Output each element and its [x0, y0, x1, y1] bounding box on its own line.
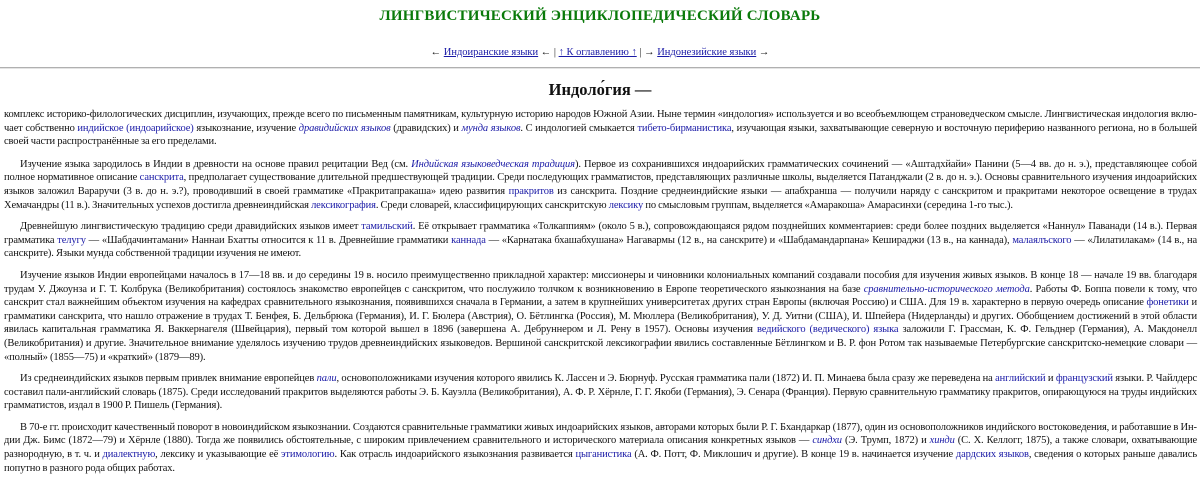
paragraph-text: комплекс историко-филологических дисциплин, изучающих, прежде всего по письменным памятникам, культурную историю народов Южной Азии. Ныне термин «индология» используется и во всеобъемлющем страноведческом смысле. Лингвистическая индология включает собственно: [4, 109, 1197, 134]
term-link[interactable]: пракритов: [508, 185, 554, 197]
term-link[interactable]: малаялъского: [1012, 234, 1072, 246]
paragraph-text: по смысловым группам, выделяется «Амаракоша» Амарасинхи (середина 1-го тыс.).: [643, 199, 1013, 211]
paragraph-text: Из среднеиндийских языков первым привлек внимание европейцев: [20, 373, 317, 385]
term-link[interactable]: этимологию: [281, 449, 335, 461]
term-link[interactable]: индийское (индоарийское): [77, 122, 194, 134]
paragraph-text: и: [1045, 373, 1056, 385]
term-link[interactable]: тибето-бирманистика: [637, 122, 732, 134]
term-link[interactable]: хинди: [929, 435, 955, 447]
article-paragraph: [4, 158, 1197, 212]
term-link[interactable]: диалектную: [102, 449, 156, 461]
paragraph-text: ). Первое из сохранившихся индоарийских грамматических сочинений — «Аштадхйайи» Панини (5—4 вв. до н. э.), представляющее собой полное нормативное описание: [4, 158, 1197, 184]
paragraph-text: , предполагает существование длительной предшествующей традиции. Среди последующих грамматистов, представляющих различные школы, выделяется Патанджали (2 в. до н. э.). Основы сравнительного изучения индоарийских языков заложил Вараручи (3 в. до н. э.?), проводивший в своей грамматике «Пракритапракаша» идею развития: [4, 172, 1197, 197]
paragraph-text: Изучение языка зародилось в Индии в древности на основе правил рецитации Вед (см.: [20, 158, 412, 170]
article-paragraph: [4, 372, 1197, 413]
paragraph-text: языкознание, изучение: [193, 122, 299, 134]
article-paragraph: [4, 220, 1197, 261]
term-link[interactable]: французский: [1055, 373, 1113, 385]
term-link[interactable]: синдхи: [812, 435, 842, 447]
nav-separator: ← |: [538, 47, 559, 58]
term-link[interactable]: дравидийских языков: [298, 122, 391, 134]
navigation-bar: [0, 46, 1200, 60]
term-link[interactable]: каннада: [451, 234, 486, 246]
paragraph-text: . Работы Ф. Боппа повели к тому, что санскрит стал важнейшим объектом изучения на кафедрах сравнительного языкознания, появившихся сначала в Германии, а затем в крупнейших университетах других стран Европы (включая Россию) и США. Для 19 в. характерно в первую очередь описание: [4, 283, 1198, 309]
next-article-link[interactable]: Индонезийские языки: [657, 47, 757, 58]
table-of-contents-link[interactable]: ↑ К оглавлению ↑: [558, 47, 637, 58]
article-paragraph: [4, 108, 1197, 149]
term-link[interactable]: цыганистика: [575, 449, 632, 461]
paragraph-text: В 70-е гг. происходит качественный поворот в новоиндийском языкознании. Создаются сравнительные грамматики живых индоарийских языков, авторами которых были Р. Г. Бхандаркар (1877), один из основоположников индийского востоковедения, и работавшие в Индии Дж. Бимс (1872—79) и Хёрнле (1880). Тогда же появились обстоятельные, с широким привлечением сравнительного и исторического материала описания конкретных языков —: [4, 421, 1197, 447]
term-link[interactable]: тамильский: [361, 221, 413, 233]
paragraph-text: Древнейшую лингвистическую традицию среди дравидийских языков имеет: [20, 221, 362, 233]
header-divider: [0, 67, 1200, 69]
paragraph-text: . Её открывает грамматика «Толкаппиям» (около 5 в.), сопровождающаяся рядом позднейших комментариев: среди более поздних выделяется «Наннул» Паванади (14 в.). Первая грамматика: [4, 221, 1197, 246]
paragraph-text: , изучающая языки, захватывающие северную и восточную периферию названного региона, но в большей своей части распространённые за его пределами.: [4, 122, 1197, 148]
term-link[interactable]: сравнительно-исторического метода: [863, 283, 1030, 295]
term-link[interactable]: фонетики: [1146, 297, 1189, 309]
term-link[interactable]: Индийская языковедческая традиция: [411, 158, 575, 170]
paragraph-text: — «Лилатилакам» (14 в., на санскрите). Языки мунда собственной традиции изучения не имеют.: [4, 234, 1198, 260]
paragraph-text: . С индологией смыкается: [520, 122, 638, 134]
prev-article-link[interactable]: Индоиранские языки: [443, 47, 539, 58]
paragraph-text: (С. Х. Келлогг, 1875), а также словари, охватывающие разнородную, в т. ч. и: [4, 435, 1198, 461]
term-link[interactable]: мунда языков: [461, 122, 521, 134]
paragraph-text: , сведения о которых раньше давались попутно в разного рода общих работах.: [4, 449, 1197, 474]
article-body: [0, 108, 1200, 475]
term-link[interactable]: телугу: [57, 234, 86, 246]
paragraph-text: (А. Ф. Потт, Ф. Миклошич и другие). В конце 19 в. начинается изучение: [631, 449, 956, 461]
paragraph-text: , лексику и указывающие её: [155, 449, 281, 461]
term-link[interactable]: ведийского (ведического) языка: [756, 324, 899, 336]
term-link[interactable]: лексику: [608, 199, 644, 211]
paragraph-text: (дравидских) и: [390, 122, 462, 134]
term-link[interactable]: дардских языков: [955, 449, 1029, 461]
entry-title: Индоло́гия —: [548, 80, 652, 99]
paragraph-text: — «Шабдачинтамани» Наннаи Бхатты относится к 11 в. Древнейшие грамматики: [85, 234, 452, 246]
paragraph-text: заложили Г. Грассман, К. Ф. Гельднер (Германия), А. Макдонелл (Великобритания) и другие. Значительное внимание уделялось изучению трудов древнеиндийских языковедов. Вершиной санскритской лексикографии явились составленные Бётлингком и В. Р. фон Ротом так называемые Петербургские санскритско-немецкие словари — «полный» (1855—75) и «краткий» (1879—89).: [4, 324, 1197, 363]
article-paragraph: [4, 421, 1197, 475]
term-link[interactable]: лексикография: [311, 199, 376, 211]
paragraph-text: языки. Р. Чайлдерс составил пали-английский словарь (1875). Среди исследований пракритов выделяются работы Э. Б. Кауэлла (Великобритания), А. Ф. Р. Хёрнле, Г. Г. Якоби (Германия), Э. Сенара (Франция). Первую сравнительную грамматику пракритов, опирающуюся на труды индийских грамматистов, издал в 1900 Р. Пишель (Германия).: [4, 373, 1198, 412]
paragraph-text: из санскрита. Поздние среднеиндийские языки — апабхранша — получили наряду с санскритом и пракритами некоторое освещение в трудах Хемачандры (11 в.). Значительных успехов достигла древнеиндийская: [4, 185, 1197, 211]
site-title: ЛИНГВИСТИЧЕСКИЙ ЭНЦИКЛОПЕДИЧЕСКИЙ СЛОВАРЬ: [379, 8, 821, 24]
paragraph-text: (Э. Трумп, 1872) и: [841, 435, 930, 447]
paragraph-text: Изучение языков Индии европейцами началось в 17—18 вв. и до середины 19 в. носило преимущественно прикладной характер: миссионеры и чиновники колониальных компаний создавали пособия для изучения живых языков. В конце 18 — начале 19 вв. благодаря трудам У. Джоунза и Г. Т. Колбрука (Великобритания) состоялось знакомство европейцев с санскритом, что послужило толчком к возникновению в Европе теоретического языкознания на базе: [4, 269, 1197, 295]
nav-separator: | →: [636, 47, 658, 58]
paragraph-text: и грамматики санскрита, что нашло отражение в трудах Т. Бенфея, Б. Дельбрюка (Германия), И. Г. Бюлера (Австрия), О. Бётлингка (Россия), М. Мюллера (Великобритания), У. Д. Уитни (США), И. Шпейера (Нидерланды) и других. Обобщением достижений в этой области явилась капитальная грамматика Я. Ваккернагеля (Швейцария), первый том которой вышел в 1896 (завершена А. Дебруннером и Л. Рену в 1957). Основы изучения: [4, 297, 1197, 336]
page-header: [0, 0, 1200, 69]
next-arrow: →: [756, 47, 770, 58]
term-link[interactable]: пали: [316, 373, 337, 385]
term-link[interactable]: санскрита: [139, 172, 184, 184]
prev-arrow: ←: [430, 47, 444, 58]
paragraph-text: . Среди словарей, классифицирующих санскритскую: [375, 199, 609, 211]
paragraph-text: . Как отрасль индоарийского языкознания развивается: [334, 449, 576, 461]
paragraph-text: , основоположниками изучения которого явились К. Лассен и Э. Бюрнуф. Русская грамматика пали (1872) И. П. Минаева была сразу же переведена на: [336, 373, 996, 385]
term-link[interactable]: английский: [995, 373, 1046, 385]
article-paragraph: [4, 269, 1197, 364]
paragraph-text: — «Карнатака бхашабхушана» Нагавармы (12 в., на санскрите) и «Шабдамандарпана» Кешираджи (13 в., на каннада),: [485, 234, 1013, 246]
